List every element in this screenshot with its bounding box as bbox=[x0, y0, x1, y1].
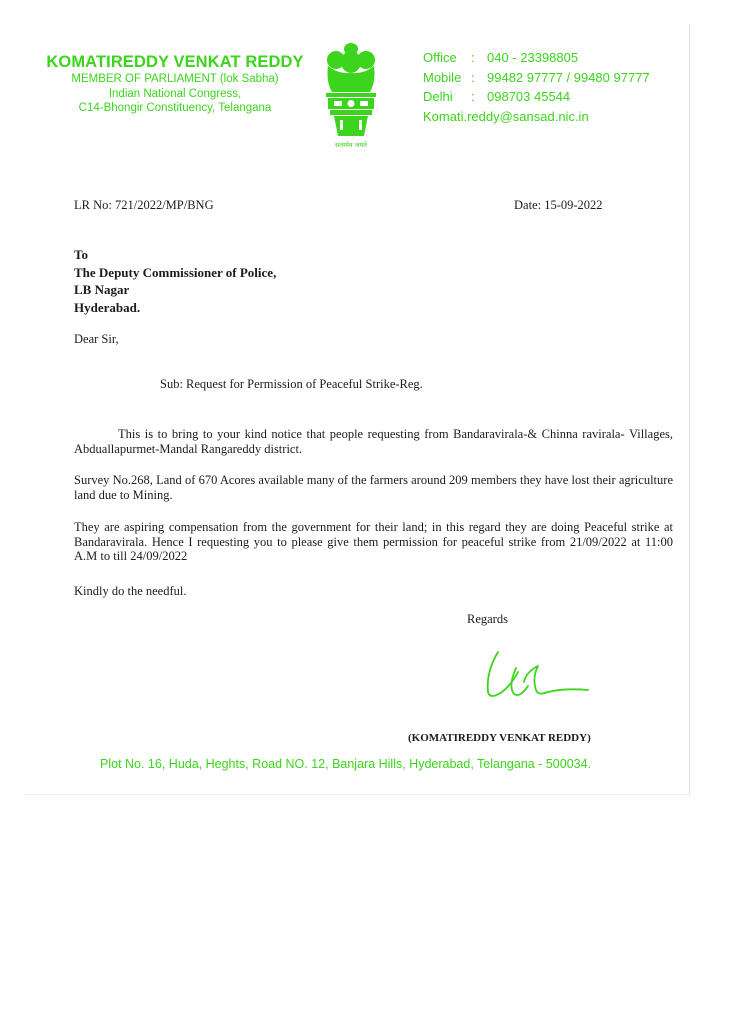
address-area: LB Nagar bbox=[74, 282, 130, 297]
contact-office: Office : 040 - 23398805 bbox=[423, 50, 579, 65]
footer-address: Plot No. 16, Huda, Heghts, Road NO. 12, Banjara Hills, Hyderabad, Telangana - 500034. bbox=[100, 757, 592, 771]
letterhead-name: KOMATIREDDY VENKAT REDDY bbox=[46, 53, 304, 71]
closing-line: Kindly do the needful. bbox=[74, 584, 187, 598]
subject-line: Sub: Request for Permission of Peaceful Strike-Reg. bbox=[160, 377, 423, 391]
letterhead-party: Indian National Congress, bbox=[108, 87, 242, 100]
address-city: Hyderabad. bbox=[74, 299, 141, 315]
letter-date: Date: 15-09-2022 bbox=[514, 198, 603, 212]
signer-name: (KOMATIREDDY VENKAT REDDY) bbox=[408, 732, 591, 744]
address-to: To bbox=[74, 247, 88, 262]
address-recipient: The Deputy Commissioner of Police, bbox=[74, 264, 277, 280]
national-emblem-icon bbox=[318, 40, 384, 152]
body-paragraph-3: They are aspiring compensation from the government for their land; in this regard they are doing Peaceful strike at Bandaravirala. Hence I requesting you to please give them permission for peaceful strike from 21/09/2022 at 11:00 A.M to till 24/09/2022 bbox=[74, 520, 673, 563]
regards-text: Regards bbox=[467, 612, 508, 626]
body-paragraph-1: This is to bring to your kind notice that people requesting from Bandaravirala-& Chinna ravirala- Villages, Abduallapurmet-Mandal Rangareddy district. bbox=[74, 427, 673, 456]
letterhead-contacts bbox=[423, 48, 693, 126]
contact-email: Komati.reddy@sansad.nic.in bbox=[423, 108, 589, 124]
contact-delhi: Delhi : 098703 45544 bbox=[423, 89, 571, 104]
body-paragraph-2: Survey No.268, Land of 670 Acores available many of the farmers around 209 members they have lost their agriculture land due to Mining. bbox=[74, 473, 673, 502]
salutation: Dear Sir, bbox=[74, 332, 119, 346]
contact-mobile: Mobile : 99482 97777 / 99480 97777 bbox=[423, 69, 650, 85]
letterhead-left bbox=[46, 52, 304, 116]
handwritten-signature bbox=[478, 642, 594, 706]
reference-number: LR No: 721/2022/MP/BNG bbox=[74, 198, 214, 212]
emblem-motto: सत्यमेव जयते bbox=[335, 141, 367, 149]
letterhead-constituency: C14-Bhongir Constituency, Telangana bbox=[78, 102, 272, 114]
letterhead-designation: MEMBER OF PARLIAMENT (lok Sabha) bbox=[71, 73, 279, 85]
recipient-address bbox=[74, 246, 276, 316]
